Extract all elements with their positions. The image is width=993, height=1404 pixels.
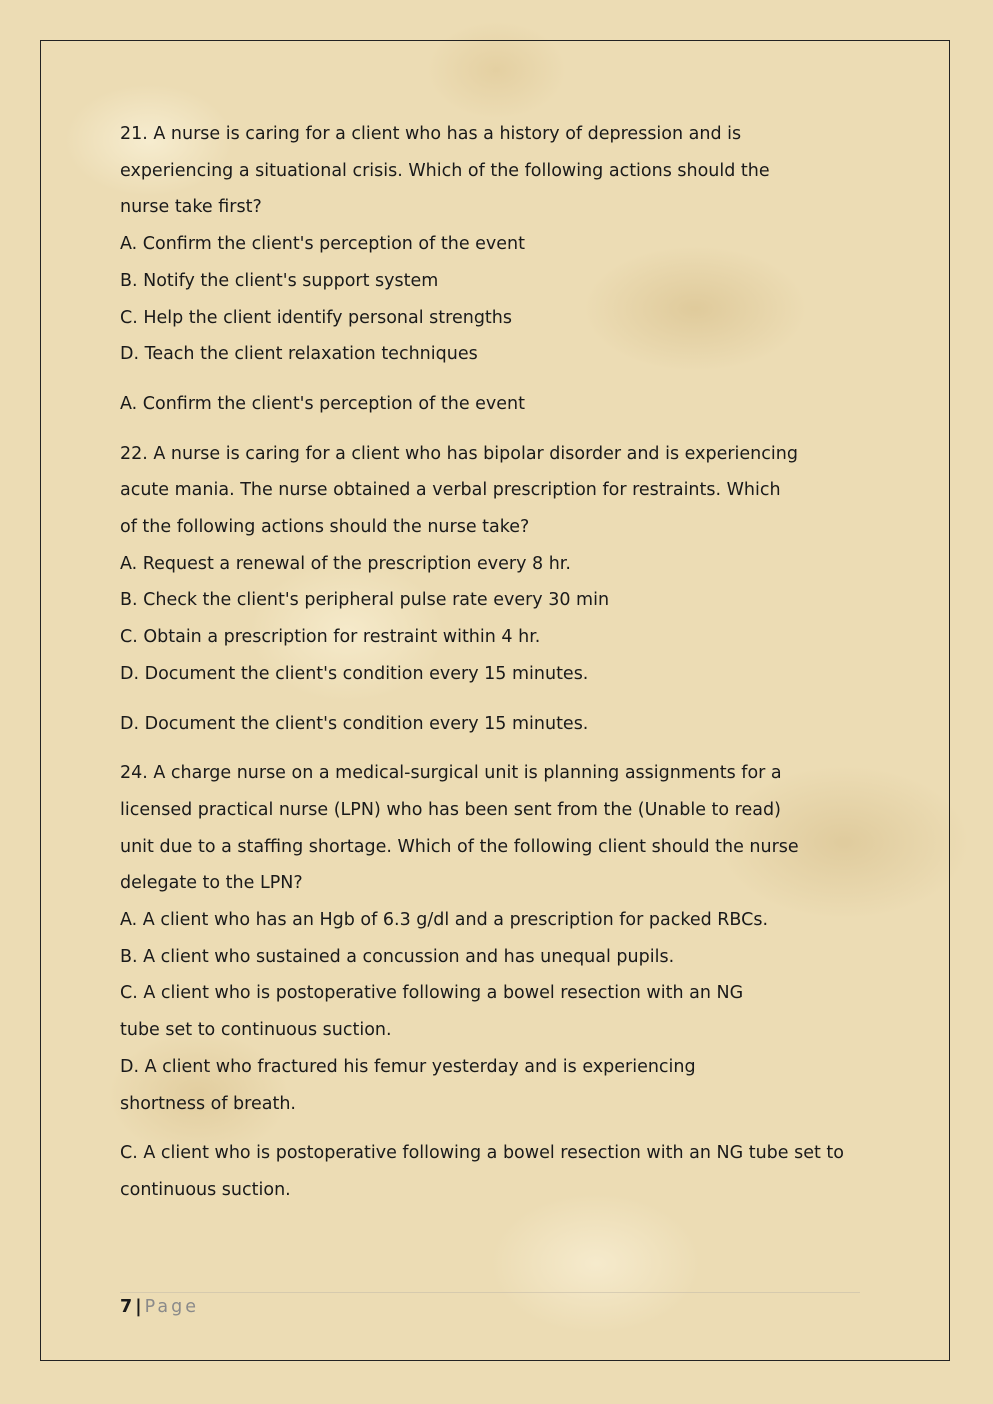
option-c-continued: tube set to continuous suction. bbox=[120, 1020, 392, 1041]
question-stem-line: nurse take first? bbox=[120, 197, 262, 218]
option-c: C. A client who is postoperative following a bowel resection with an NG bbox=[120, 983, 744, 1004]
question-stem-line: of the following actions should the nurse take? bbox=[120, 517, 530, 538]
option-a: A. Confirm the client's perception of the event bbox=[120, 234, 525, 255]
spacer bbox=[120, 373, 840, 386]
page-number: 7 bbox=[120, 1297, 133, 1317]
option-b: B. Notify the client's support system bbox=[120, 270, 439, 291]
question-stem-line: licensed practical nurse (LPN) who has been sent from the (Unable to read) bbox=[120, 799, 781, 820]
question-21 bbox=[120, 116, 840, 373]
page-label: Page bbox=[144, 1297, 199, 1317]
page-content bbox=[120, 116, 844, 1209]
spacer bbox=[120, 423, 840, 436]
question-stem-line: experiencing a situational crisis. Which of the following actions should the bbox=[120, 160, 770, 181]
option-a: A. Request a renewal of the prescription every 8 hr. bbox=[120, 553, 571, 574]
answer-22: D. Document the client's condition every 15 minutes. bbox=[120, 713, 589, 734]
question-stem-line: unit due to a staffing shortage. Which of the following client should the nurse bbox=[120, 836, 799, 857]
question-stem-line: acute mania. The nurse obtained a verbal prescription for restraints. Which bbox=[120, 480, 781, 501]
spacer bbox=[120, 693, 840, 706]
option-d-continued: shortness of breath. bbox=[120, 1093, 296, 1114]
option-d: D. A client who fractured his femur yesterday and is experiencing bbox=[120, 1056, 696, 1077]
question-stem-line: 24. A charge nurse on a medical-surgical unit is planning assignments for a bbox=[120, 763, 782, 784]
footer-divider bbox=[120, 1292, 860, 1293]
question-stem-line: 21. A nurse is caring for a client who has a history of depression and is bbox=[120, 124, 742, 144]
option-c: C. Help the client identify personal strengths bbox=[120, 307, 512, 328]
option-c: C. Obtain a prescription for restraint within 4 hr. bbox=[120, 627, 541, 648]
answer-21: A. Confirm the client's perception of the event bbox=[120, 393, 525, 414]
answer-24-continued: continuous suction. bbox=[120, 1179, 291, 1200]
option-b: B. Check the client's peripheral pulse rate every 30 min bbox=[120, 590, 610, 611]
answer-24: C. A client who is postoperative following a bowel resection with an NG tube set to bbox=[120, 1143, 844, 1164]
question-24 bbox=[120, 755, 840, 1122]
spacer bbox=[120, 1122, 840, 1135]
spacer bbox=[120, 742, 840, 755]
question-stem-line: 22. A nurse is caring for a client who has bipolar disorder and is experiencing bbox=[120, 443, 798, 464]
option-d: D. Teach the client relaxation techniques bbox=[120, 344, 478, 365]
option-b: B. A client who sustained a concussion and has unequal pupils. bbox=[120, 946, 675, 967]
footer-separator: | bbox=[135, 1297, 142, 1317]
option-a: A. A client who has an Hgb of 6.3 g/dl and a prescription for packed RBCs. bbox=[120, 910, 769, 931]
question-stem-line: delegate to the LPN? bbox=[120, 873, 303, 894]
option-d: D. Document the client's condition every 15 minutes. bbox=[120, 663, 589, 684]
page-footer bbox=[120, 1292, 199, 1322]
question-22 bbox=[120, 436, 840, 693]
